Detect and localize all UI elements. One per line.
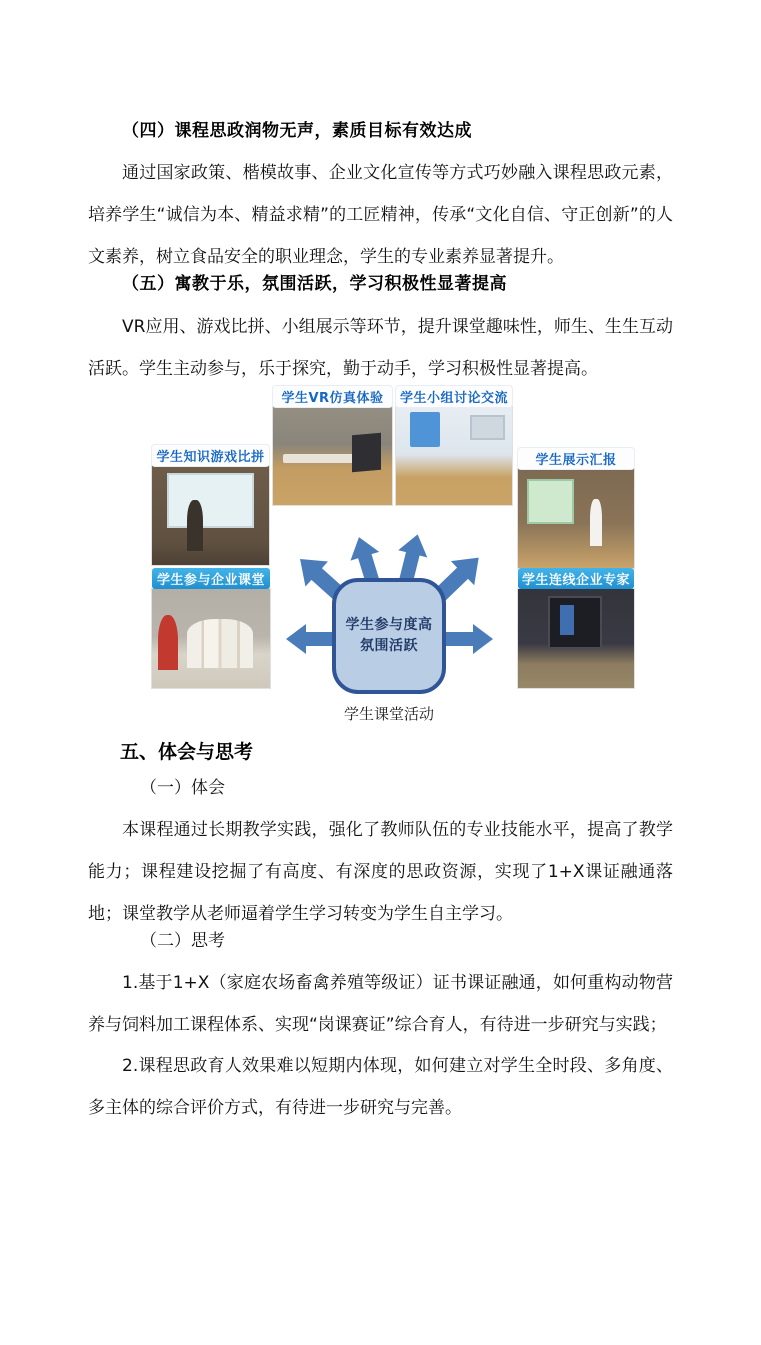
section6-paragraph-1: 本课程通过长期教学实践，强化了教师队伍的专业技能水平，提高了教学能力；课程建设挖掘了有高度、有深度的思政资源，实现了1+X课证融通落地；课堂教学从老师逼着学生学习转变为学生自主学习。 <box>88 820 673 924</box>
center-box-line1: 学生参与度高 <box>345 617 433 633</box>
photo-image-online-expert <box>518 589 634 688</box>
section6-item-1: 1.基于1+X（家庭农场畜禽养殖等级证）证书课证融通，如何重构动物营养与饲料加工课程体系、实现“岗课赛证”综合育人，有待进一步研究与实践； <box>88 973 673 1035</box>
section6-subheading-1: （一）体会 <box>140 778 225 798</box>
section6-item-2: 2.课程思政育人效果难以短期内体现，如何建立对学生全时段、多角度、多主体的综合评价方式，有待进一步研究与完善。 <box>88 1056 673 1118</box>
photo-image-game <box>152 466 269 565</box>
photo-knowledge-game <box>152 445 269 565</box>
photo-image-vr <box>273 407 392 505</box>
photo-presentation <box>518 448 634 568</box>
section5-paragraph: VR应用、游戏比拼、小组展示等环节，提升课堂趣味性，师生、生生互动活跃。学生主动参与，乐于探究，勤于动手，学习积极性显著提高。 <box>88 317 673 379</box>
photo-image-presentation <box>518 469 634 568</box>
photo-label-discussion: 学生小组讨论交流 <box>396 386 512 407</box>
photo-group-discussion <box>396 386 512 505</box>
arrow-up-right-vertical <box>391 531 432 585</box>
photo-label-game: 学生知识游戏比拼 <box>152 445 269 466</box>
photo-vr-simulation <box>273 386 392 505</box>
photo-image-enterprise-class <box>152 589 270 688</box>
section6-heading: 五、体会与思考 <box>120 741 254 763</box>
diagram-center-box <box>332 578 446 694</box>
photo-online-expert <box>518 568 634 688</box>
photo-label-presentation: 学生展示汇报 <box>518 448 634 469</box>
center-box-line2: 氛围活跃 <box>360 638 418 654</box>
section5-heading: （五）寓教于乐，氛围活跃，学习积极性显著提高 <box>122 274 507 294</box>
photo-label-enterprise-class: 学生参与企业课堂 <box>152 568 270 589</box>
photo-enterprise-class <box>152 568 270 688</box>
diagram-caption: 学生课堂活动 <box>343 705 434 723</box>
section6-subheading-2: （二）思考 <box>140 931 225 951</box>
section4-heading: （四）课程思政润物无声，素质目标有效达成 <box>122 121 472 141</box>
photo-label-vr: 学生VR仿真体验 <box>273 386 392 407</box>
arrow-right <box>445 624 493 654</box>
section4-paragraph: 通过国家政策、楷模故事、企业文化宣传等方式巧妙融入课程思政元素，培养学生“诚信为本、精益求精”的工匠精神，传承“文化自信、守正创新”的人文素养，树立食品安全的职业理念，学生的专业素养显著提升。 <box>88 163 673 267</box>
classroom-activity-diagram <box>140 383 660 728</box>
photo-label-online-expert: 学生连线企业专家 <box>518 568 634 589</box>
photo-image-discussion <box>396 407 512 505</box>
arrow-left <box>286 624 334 654</box>
